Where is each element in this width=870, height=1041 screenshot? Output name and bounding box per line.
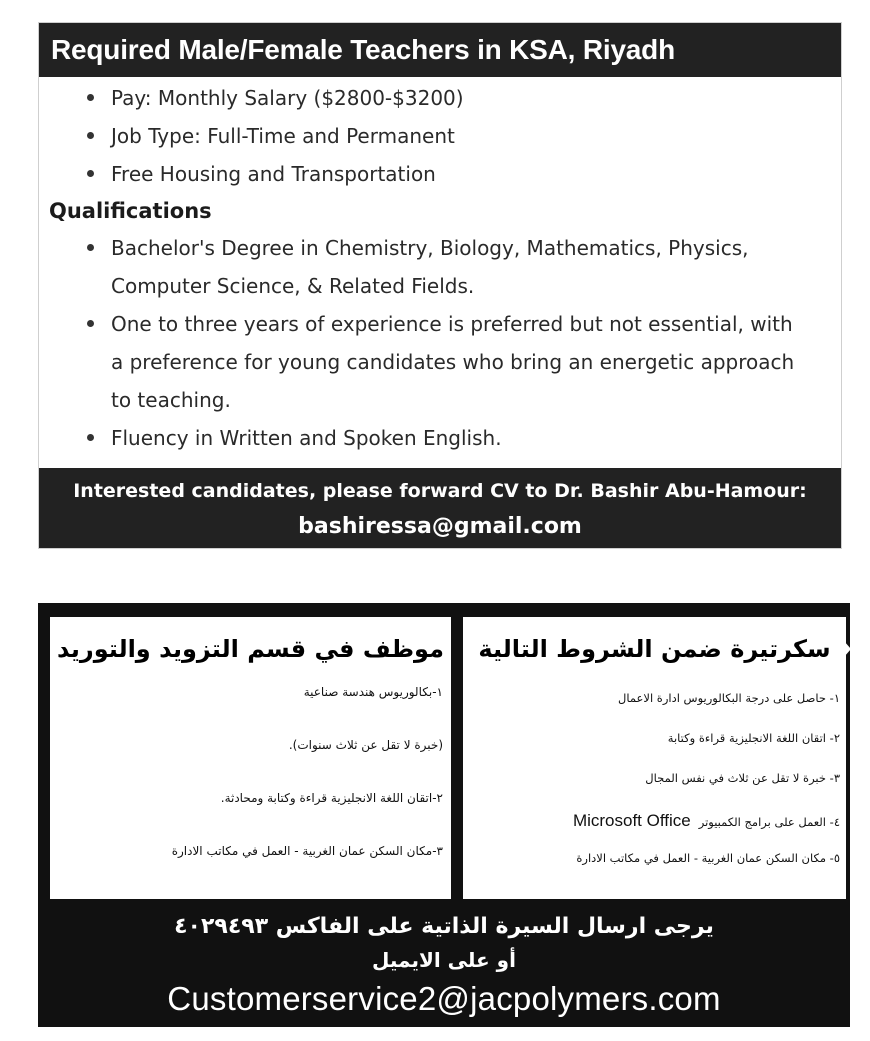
contact-instruction: Interested candidates, please forward CV to Dr. Bashir Abu-Hamour:	[73, 480, 807, 502]
list-item: One to three years of experience is preferred but not essential, with a preference for young candidates who bring an energetic approach to teaching.	[39, 305, 841, 419]
panel-title: سكرتيرة ضمن الشروط التالية	[478, 635, 831, 663]
teachers-ad	[38, 22, 842, 549]
bullet-icon	[87, 132, 94, 139]
bullet-icon	[87, 434, 94, 441]
list-item: Pay: Monthly Salary ($2800-$3200)	[39, 79, 841, 117]
requirements-list	[50, 675, 451, 897]
panel-title: موظف في قسم التزويد والتوريد	[57, 635, 444, 663]
list-item: Job Type: Full-Time and Permanent	[39, 117, 841, 155]
bullet-icon	[87, 94, 94, 101]
requirements-list	[463, 675, 846, 891]
list-item: ٤- العمل على برامج الكمبيوترMicrosoft Office	[572, 811, 840, 830]
list-item: ١- حاصل على درجة البكالوريوس ادارة الاعمال	[618, 691, 840, 705]
bullet-icon	[87, 320, 94, 327]
list-item: Fluency in Written and Spoken English.	[39, 419, 841, 457]
contact-banner	[38, 905, 850, 1023]
arrow-icon	[844, 641, 851, 657]
list-item: ٢- اتقان اللغة الانجليزية قراءة وكتابة	[667, 731, 840, 745]
contact-email: bashiressa@gmail.com	[298, 514, 582, 539]
list-item: Bachelor's Degree in Chemistry, Biology, Mathematics, Physics, Computer Science, & Related Fields.	[39, 229, 841, 305]
email-instruction: أو على الايميل	[372, 948, 516, 972]
list-item: ٣-مكان السكن عمان الغربية - العمل في مكاتب الادارة	[171, 844, 443, 858]
bullet-icon	[87, 170, 94, 177]
list-item: ٣- خبرة لا تقل عن ثلاث في نفس المجال	[645, 771, 840, 785]
ad-title: Required Male/Female Teachers in KSA, Riyadh	[39, 23, 841, 77]
secretary-job-panel	[463, 617, 846, 899]
fax-instruction: يرجى ارسال السيرة الذاتية على الفاكس ٤٠٢٩٤٩٣	[174, 914, 714, 939]
contact-email: Customerservice2@jacpolymers.com	[167, 980, 721, 1017]
contact-banner	[39, 468, 841, 548]
bullet-icon	[87, 244, 94, 251]
list-item: ٢-اتقان اللغة الانجليزية قراءة وكتابة ومحادثة.	[220, 791, 443, 805]
list-item: Free Housing and Transportation	[39, 155, 841, 193]
qualifications-list	[39, 229, 841, 457]
list-item: (خبرة لا تقل عن ثلاث سنوات).	[288, 738, 443, 752]
list-item: ٥- مكان السكن عمان الغربية - العمل في مكاتب الادارة	[576, 851, 840, 865]
benefits-list	[39, 79, 841, 193]
company-ad	[38, 603, 850, 1027]
software-name: Microsoft Office	[572, 811, 691, 830]
list-item: ١-بكالوريوس هندسة صناعية	[303, 685, 443, 699]
procurement-job-panel	[50, 617, 451, 899]
ad-body	[39, 79, 841, 457]
qualifications-heading: Qualifications	[49, 199, 212, 223]
